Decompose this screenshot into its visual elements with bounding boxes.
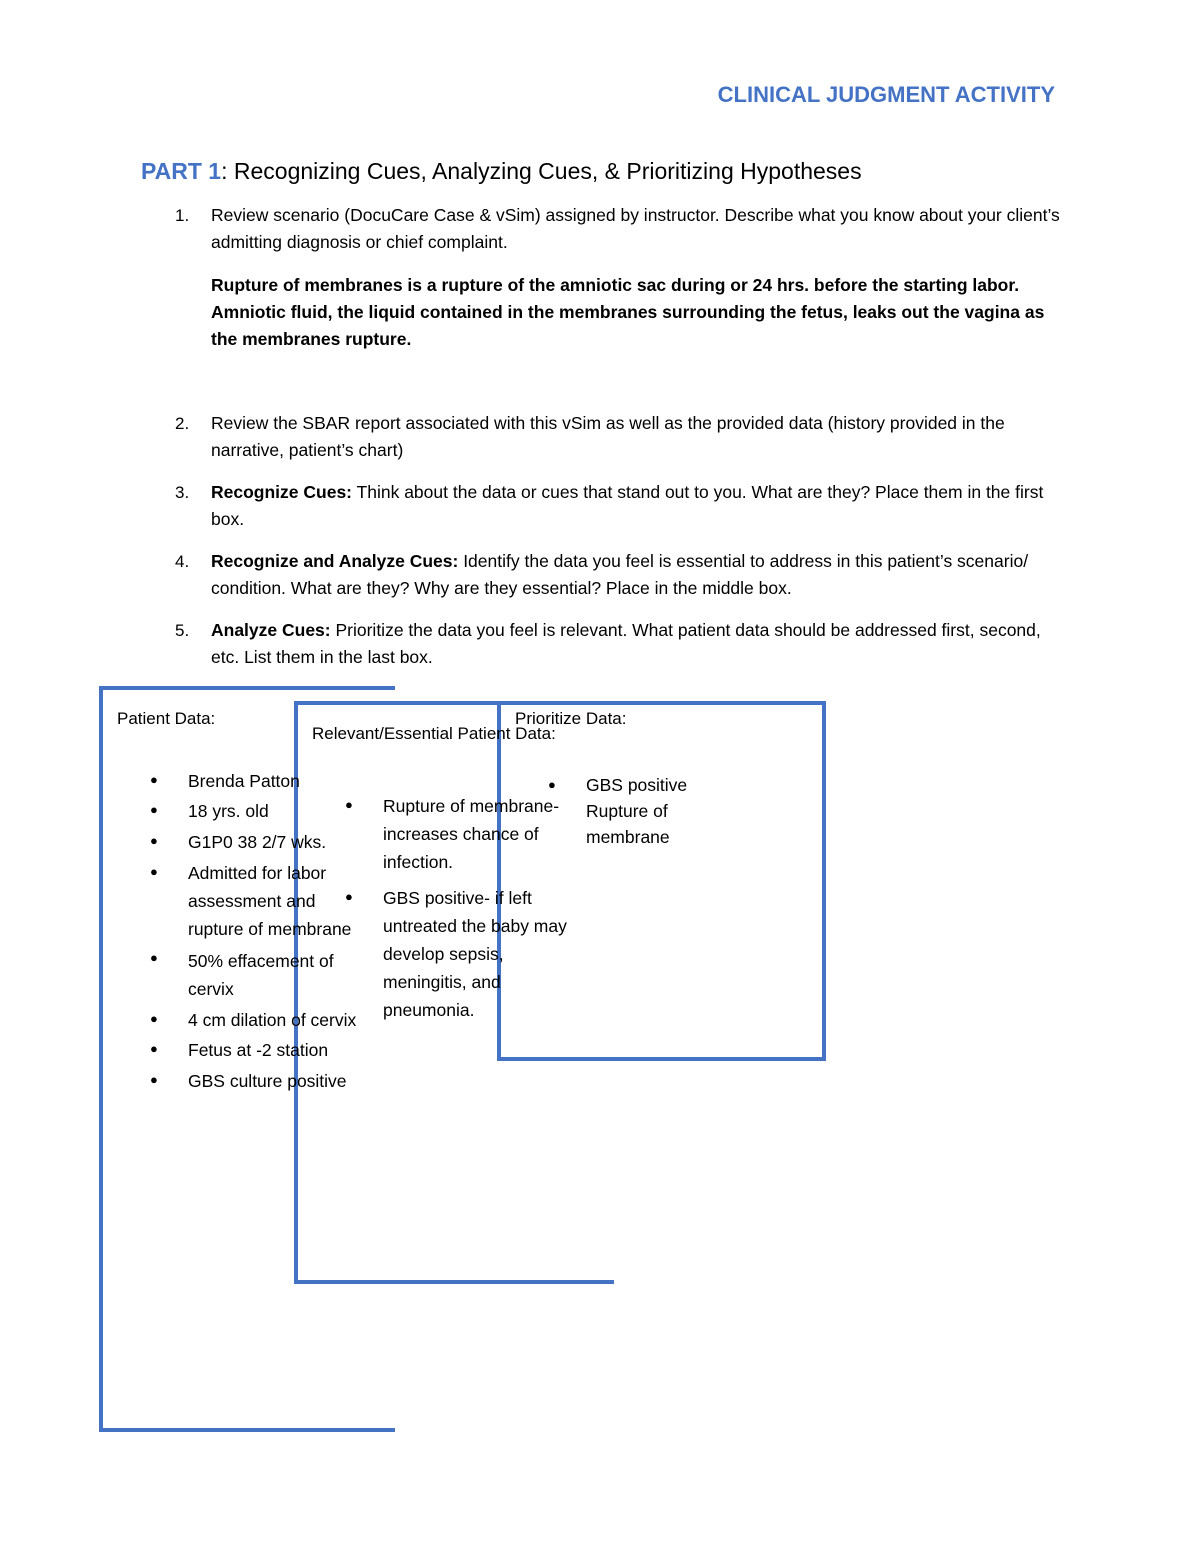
relevant-data-item: GBS positive- if left untreated the baby may develop sepsis, meningitis, and pneumonia.: [383, 888, 567, 1020]
part-label: PART 1: [141, 158, 222, 184]
question-text: [211, 548, 1061, 602]
question-bold-label: Analyze Cues:: [211, 620, 331, 640]
question-number: 5.: [175, 621, 190, 640]
question-body: Prioritize the data you feel is relevant. What patient data should be addressed first, second, etc. List them in the last box.: [211, 620, 1041, 667]
relevant-data-item: Rupture of membrane- increases chance of infection.: [383, 796, 560, 872]
bullet: ●: [150, 772, 158, 787]
question-number: 1.: [175, 206, 190, 225]
question-body: Identify the data you feel is essential to address in this patient’s scenario/ condition. What are they? Why are they essential? Place in the middle box.: [211, 551, 1029, 598]
patient-data-item: 4 cm dilation of cervix: [188, 1010, 357, 1030]
bullet: ●: [150, 833, 158, 848]
relevant-data-box-bottom-border: [294, 1280, 614, 1284]
question-number: 4.: [175, 552, 190, 571]
bullet: ●: [150, 1041, 158, 1056]
document-header-title: CLINICAL JUDGMENT ACTIVITY: [717, 82, 1055, 107]
relevant-data-title: Relevant/Essential Patient Data:: [312, 724, 556, 743]
part-title: [141, 158, 862, 185]
question-text: Review scenario (DocuCare Case & vSim) assigned by instructor. Describe what you know about your client’s admitting diagnosis or chief complaint.: [211, 205, 1060, 252]
bullet: ●: [150, 802, 158, 817]
question-number: 3.: [175, 483, 190, 502]
bullet: ●: [150, 950, 158, 965]
bullet: ●: [345, 889, 353, 904]
bullet: ●: [345, 797, 353, 812]
answer-text: Rupture of membranes is a rupture of the amniotic sac during or 24 hrs. before the starting labor. Amniotic fluid, the liquid contained in the membranes surrounding the fetus, leaks out the vagina as the membranes rupture.: [211, 275, 1045, 349]
patient-data-title: Patient Data:: [117, 709, 216, 728]
bullet: ●: [150, 1011, 158, 1026]
question-bold-label: Recognize Cues:: [211, 482, 352, 502]
question-text: [211, 479, 1061, 533]
patient-data-item: Brenda Patton: [188, 771, 300, 791]
question-text: [211, 617, 1061, 671]
question-bold-label: Recognize and Analyze Cues:: [211, 551, 459, 571]
patient-data-item: G1P0 38 2/7 wks.: [188, 832, 327, 852]
patient-data-item: GBS culture positive: [188, 1071, 347, 1091]
patient-data-box-bottom-border: [99, 1428, 395, 1432]
part-subtitle: : Recognizing Cues, Analyzing Cues, & Prioritizing Hypotheses: [221, 158, 862, 184]
question-text: Review the SBAR report associated with this vSim as well as the provided data (history provided in the narrative, patient’s chart): [211, 413, 1005, 460]
patient-data-box-top-border: [99, 686, 395, 690]
bullet: ●: [548, 777, 556, 792]
bullet: ●: [150, 864, 158, 879]
prioritize-data-title: Prioritize Data:: [515, 709, 627, 728]
patient-data-box-left-border: [99, 686, 103, 1432]
patient-data-item: Admitted for labor assessment and rupture of membrane: [188, 863, 352, 939]
prioritize-data-item: GBS positive Rupture of membrane: [586, 775, 688, 847]
question-number: 2.: [175, 414, 190, 433]
patient-data-item: 50% effacement of cervix: [188, 951, 334, 999]
patient-data-item: Fetus at -2 station: [188, 1040, 329, 1060]
bullet: ●: [150, 1072, 158, 1087]
question-body: Think about the data or cues that stand out to you. What are they? Place them in the first box.: [211, 482, 1044, 529]
patient-data-item: 18 yrs. old: [188, 801, 269, 821]
